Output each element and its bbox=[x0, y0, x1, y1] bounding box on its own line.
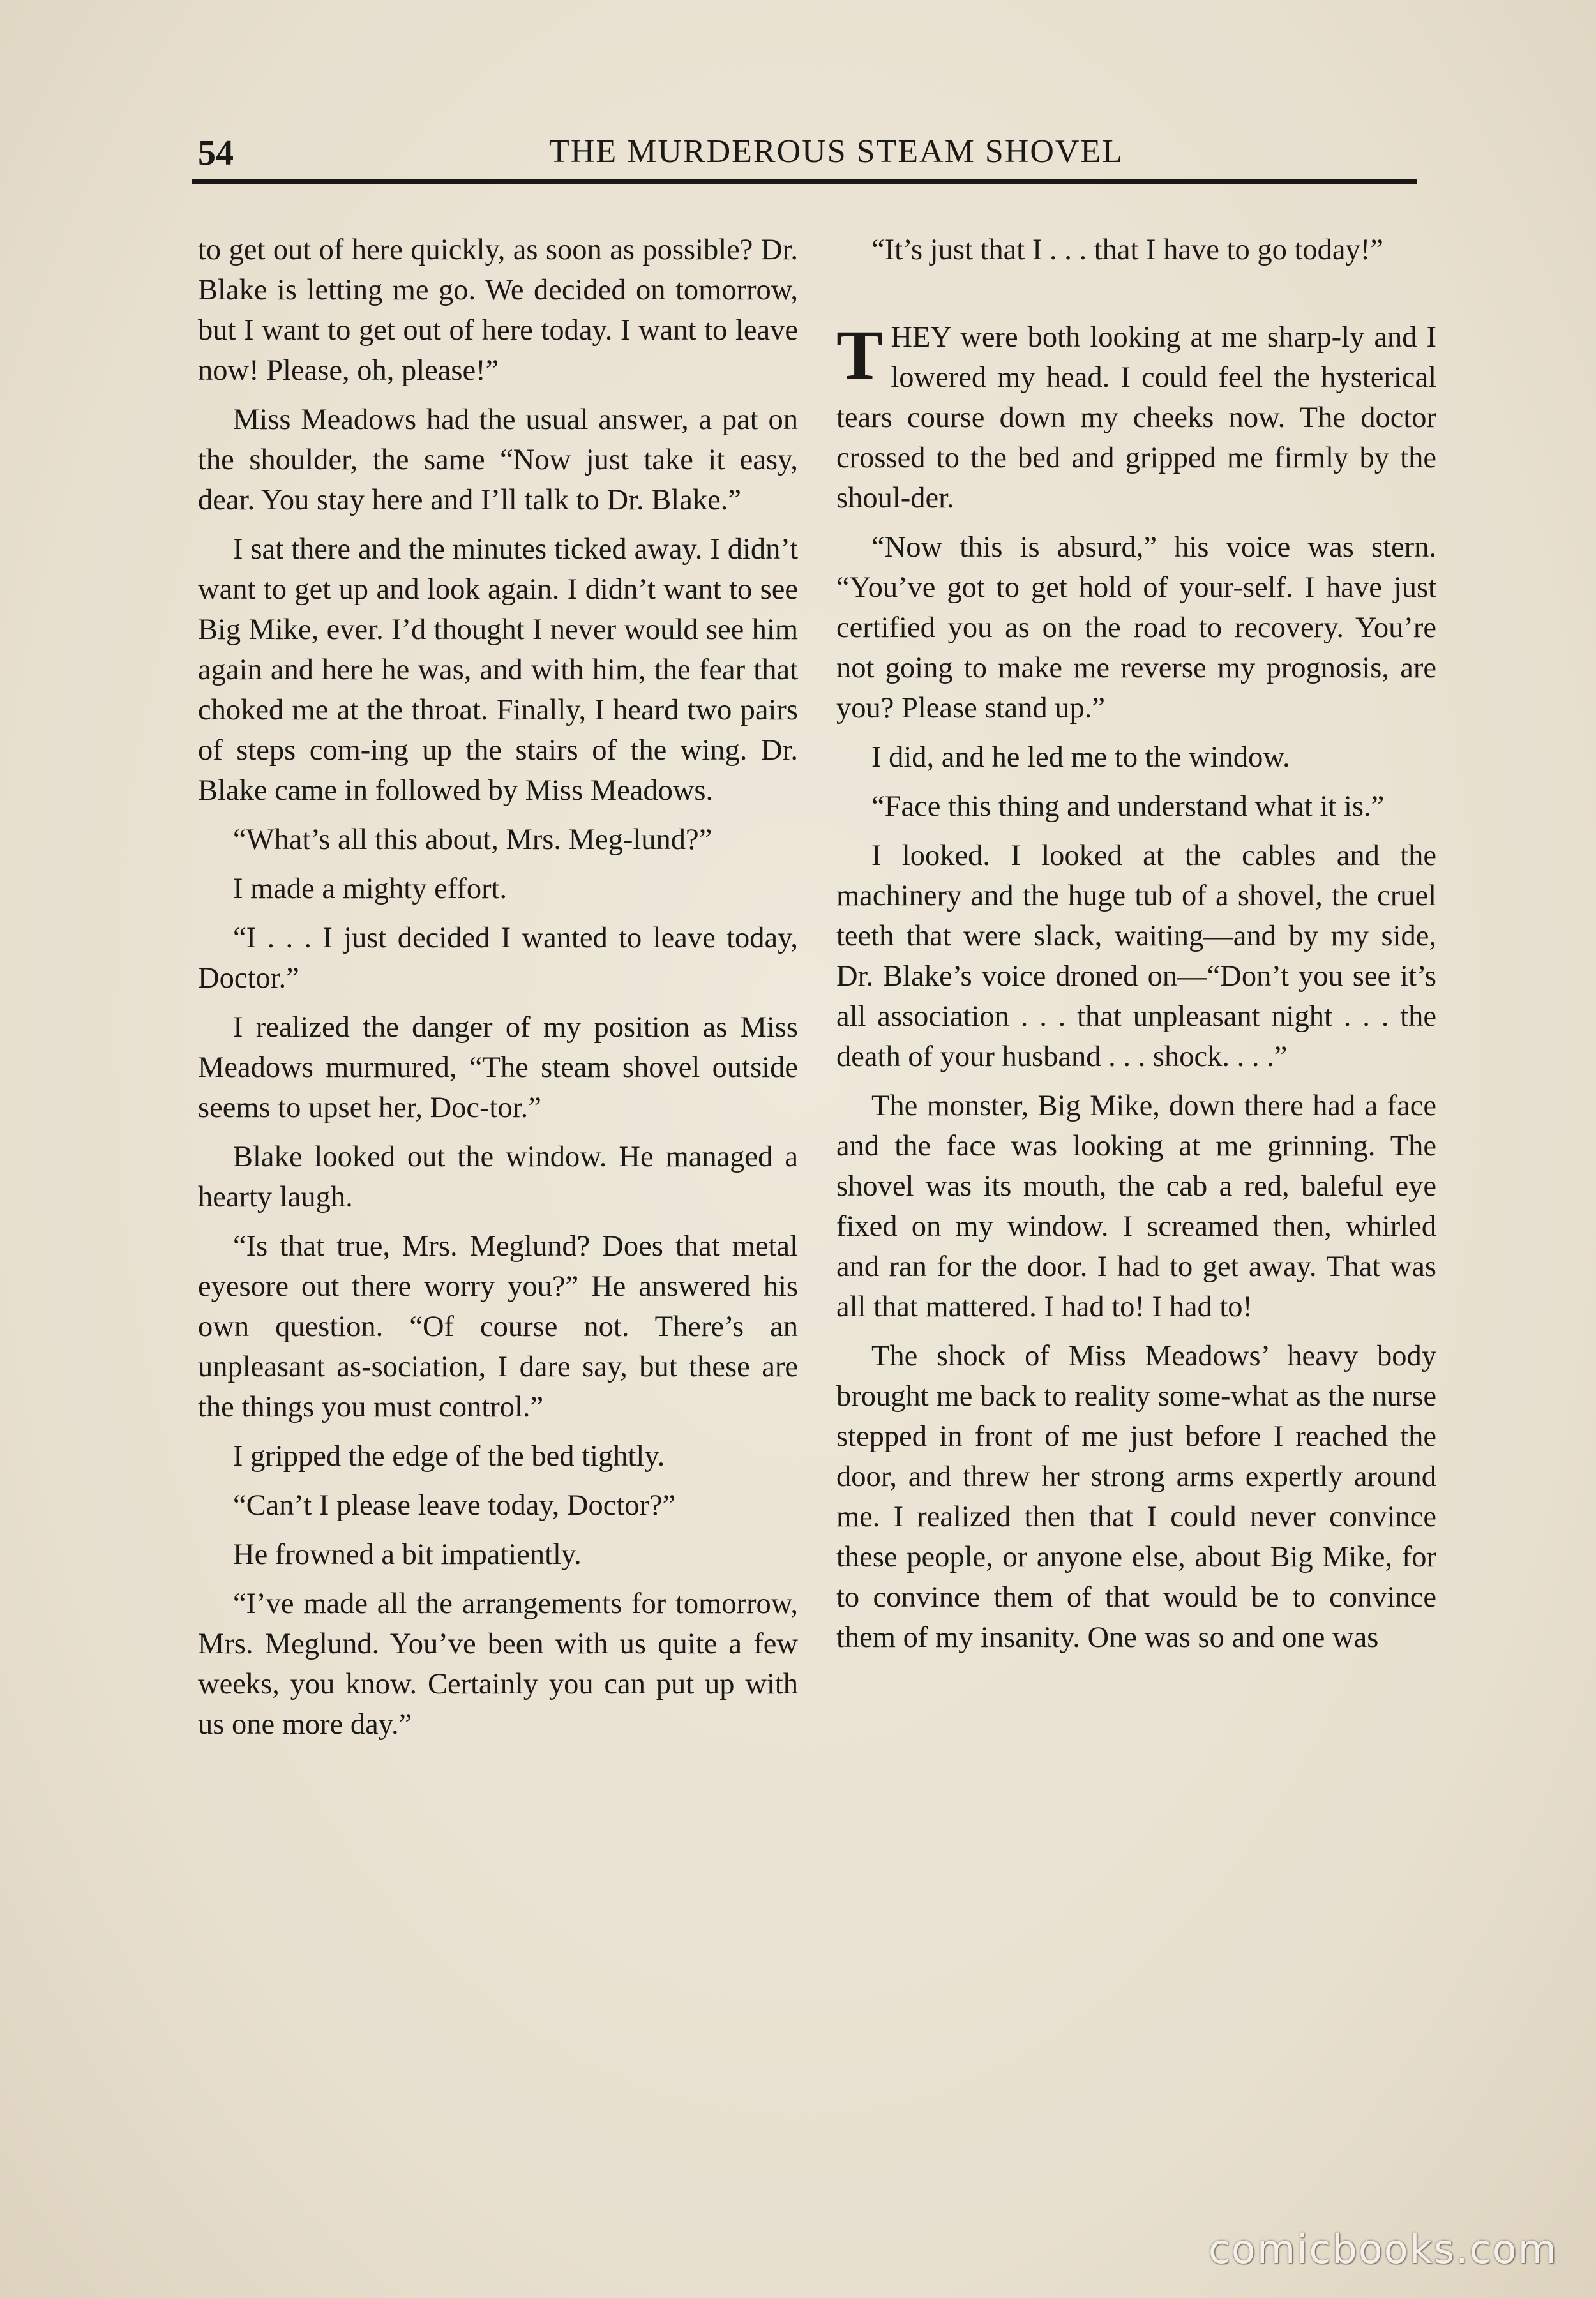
paragraph: He frowned a bit impatiently. bbox=[233, 1538, 582, 1571]
paragraph: “I’ve made all the arrangements for tomorrow, Mrs. Meglund. You’ve been with us quite a few weeks, you know. Certainly you can put up with us one more day.” bbox=[198, 1588, 798, 1741]
paragraph: I realized the danger of my position as Miss Meadows murmured, “The steam shovel outside seems to upset her, Doc-tor.” bbox=[198, 1011, 798, 1124]
paragraph: Blake looked out the window. He managed a hearty laugh. bbox=[198, 1141, 798, 1213]
page-number: 54 bbox=[198, 133, 234, 173]
left-column bbox=[198, 230, 798, 1754]
right-column bbox=[836, 230, 1436, 1667]
paragraph: “It’s just that I . . . that I have to go today!” bbox=[871, 234, 1383, 266]
paragraph: I did, and he led me to the window. bbox=[871, 741, 1290, 774]
paragraph: to get out of here quickly, as soon as possible? Dr. Blake is letting me go. We decided on tomorrow, but I want to get out of here today. I want to leave now! Please, oh, please!” bbox=[198, 234, 798, 387]
paragraph: I gripped the edge of the bed tightly. bbox=[233, 1440, 665, 1473]
paragraph: “Is that true, Mrs. Meglund? Does that metal eyesore out there worry you?” He answered his own question. “Of course not. There’s an unpleasant as-sociation, I dare say, but these are the things you must control.” bbox=[198, 1230, 798, 1423]
paragraph: “I . . . I just decided I wanted to leave today, Doctor.” bbox=[198, 922, 798, 995]
paragraph: “Now this is absurd,” his voice was stern. “You’ve got to get hold of your-self. I have just certified you as on the road to recovery. You’re not going to make me reverse my prognosis, are you? Please stand up.” bbox=[836, 531, 1436, 725]
drop-cap-text: HEY were both looking at me sharp-ly and I lowered my head. I could feel the hysterical tears course down my cheeks now. The doctor crossed to the bed and gripped me firmly by the shoul-der. bbox=[836, 321, 1436, 514]
paragraph: “What’s all this about, Mrs. Meg-lund?” bbox=[233, 823, 712, 856]
drop-cap: T bbox=[836, 316, 884, 394]
paragraph: The monster, Big Mike, down there had a face and the face was looking at me grinning. The shovel was its mouth, the cab a red, baleful eye fixed on my window. I screamed then, whirled and ran for the door. I had to get away. That was all that mattered. I had to! I had to! bbox=[836, 1090, 1436, 1323]
paragraph: I made a mighty effort. bbox=[233, 873, 508, 905]
running-title: THE MURDEROUS STEAM SHOVEL bbox=[549, 133, 1124, 170]
paragraph: I looked. I looked at the cables and the machinery and the huge tub of a shovel, the cruel teeth that were slack, waiting—and by my side, Dr. Blake’s voice droned on—“Don’t you see it’s all association . . . that unpleasant night . . . the death of your husband . . . shock. . . .” bbox=[836, 839, 1436, 1073]
paragraph: Miss Meadows had the usual answer, a pat on the shoulder, the same “Now just take it easy, dear. You stay here and I’ll talk to Dr. Blake.” bbox=[198, 403, 798, 516]
page-header bbox=[198, 128, 1417, 185]
paragraph: “Face this thing and understand what it is.” bbox=[871, 790, 1385, 823]
header-rule bbox=[192, 179, 1417, 184]
section-break bbox=[836, 279, 1436, 317]
paragraph: “Can’t I please leave today, Doctor?” bbox=[233, 1489, 676, 1522]
drop-cap-paragraph bbox=[836, 317, 1436, 518]
watermark: comicbooks.com bbox=[1208, 2226, 1558, 2272]
paragraph: I sat there and the minutes ticked away. I didn’t want to get up and look again. I didn’t want to see Big Mike, ever. I’d thought I never would see him again and here he was, and with him, the fear that choked me at the throat. Finally, I heard two pairs of steps com-ing up the stairs of the wing. Dr. Blake came in followed by Miss Meadows. bbox=[198, 533, 798, 807]
paragraph: The shock of Miss Meadows’ heavy body brought me back to reality some-what as the nurse stepped in front of me just before I reached the door, and threw her strong arms expertly around me. I realized then that I could never convince these people, or anyone else, about Big Mike, for to convince them of that would be to convince them of my insanity. One was so and one was bbox=[836, 1340, 1436, 1654]
